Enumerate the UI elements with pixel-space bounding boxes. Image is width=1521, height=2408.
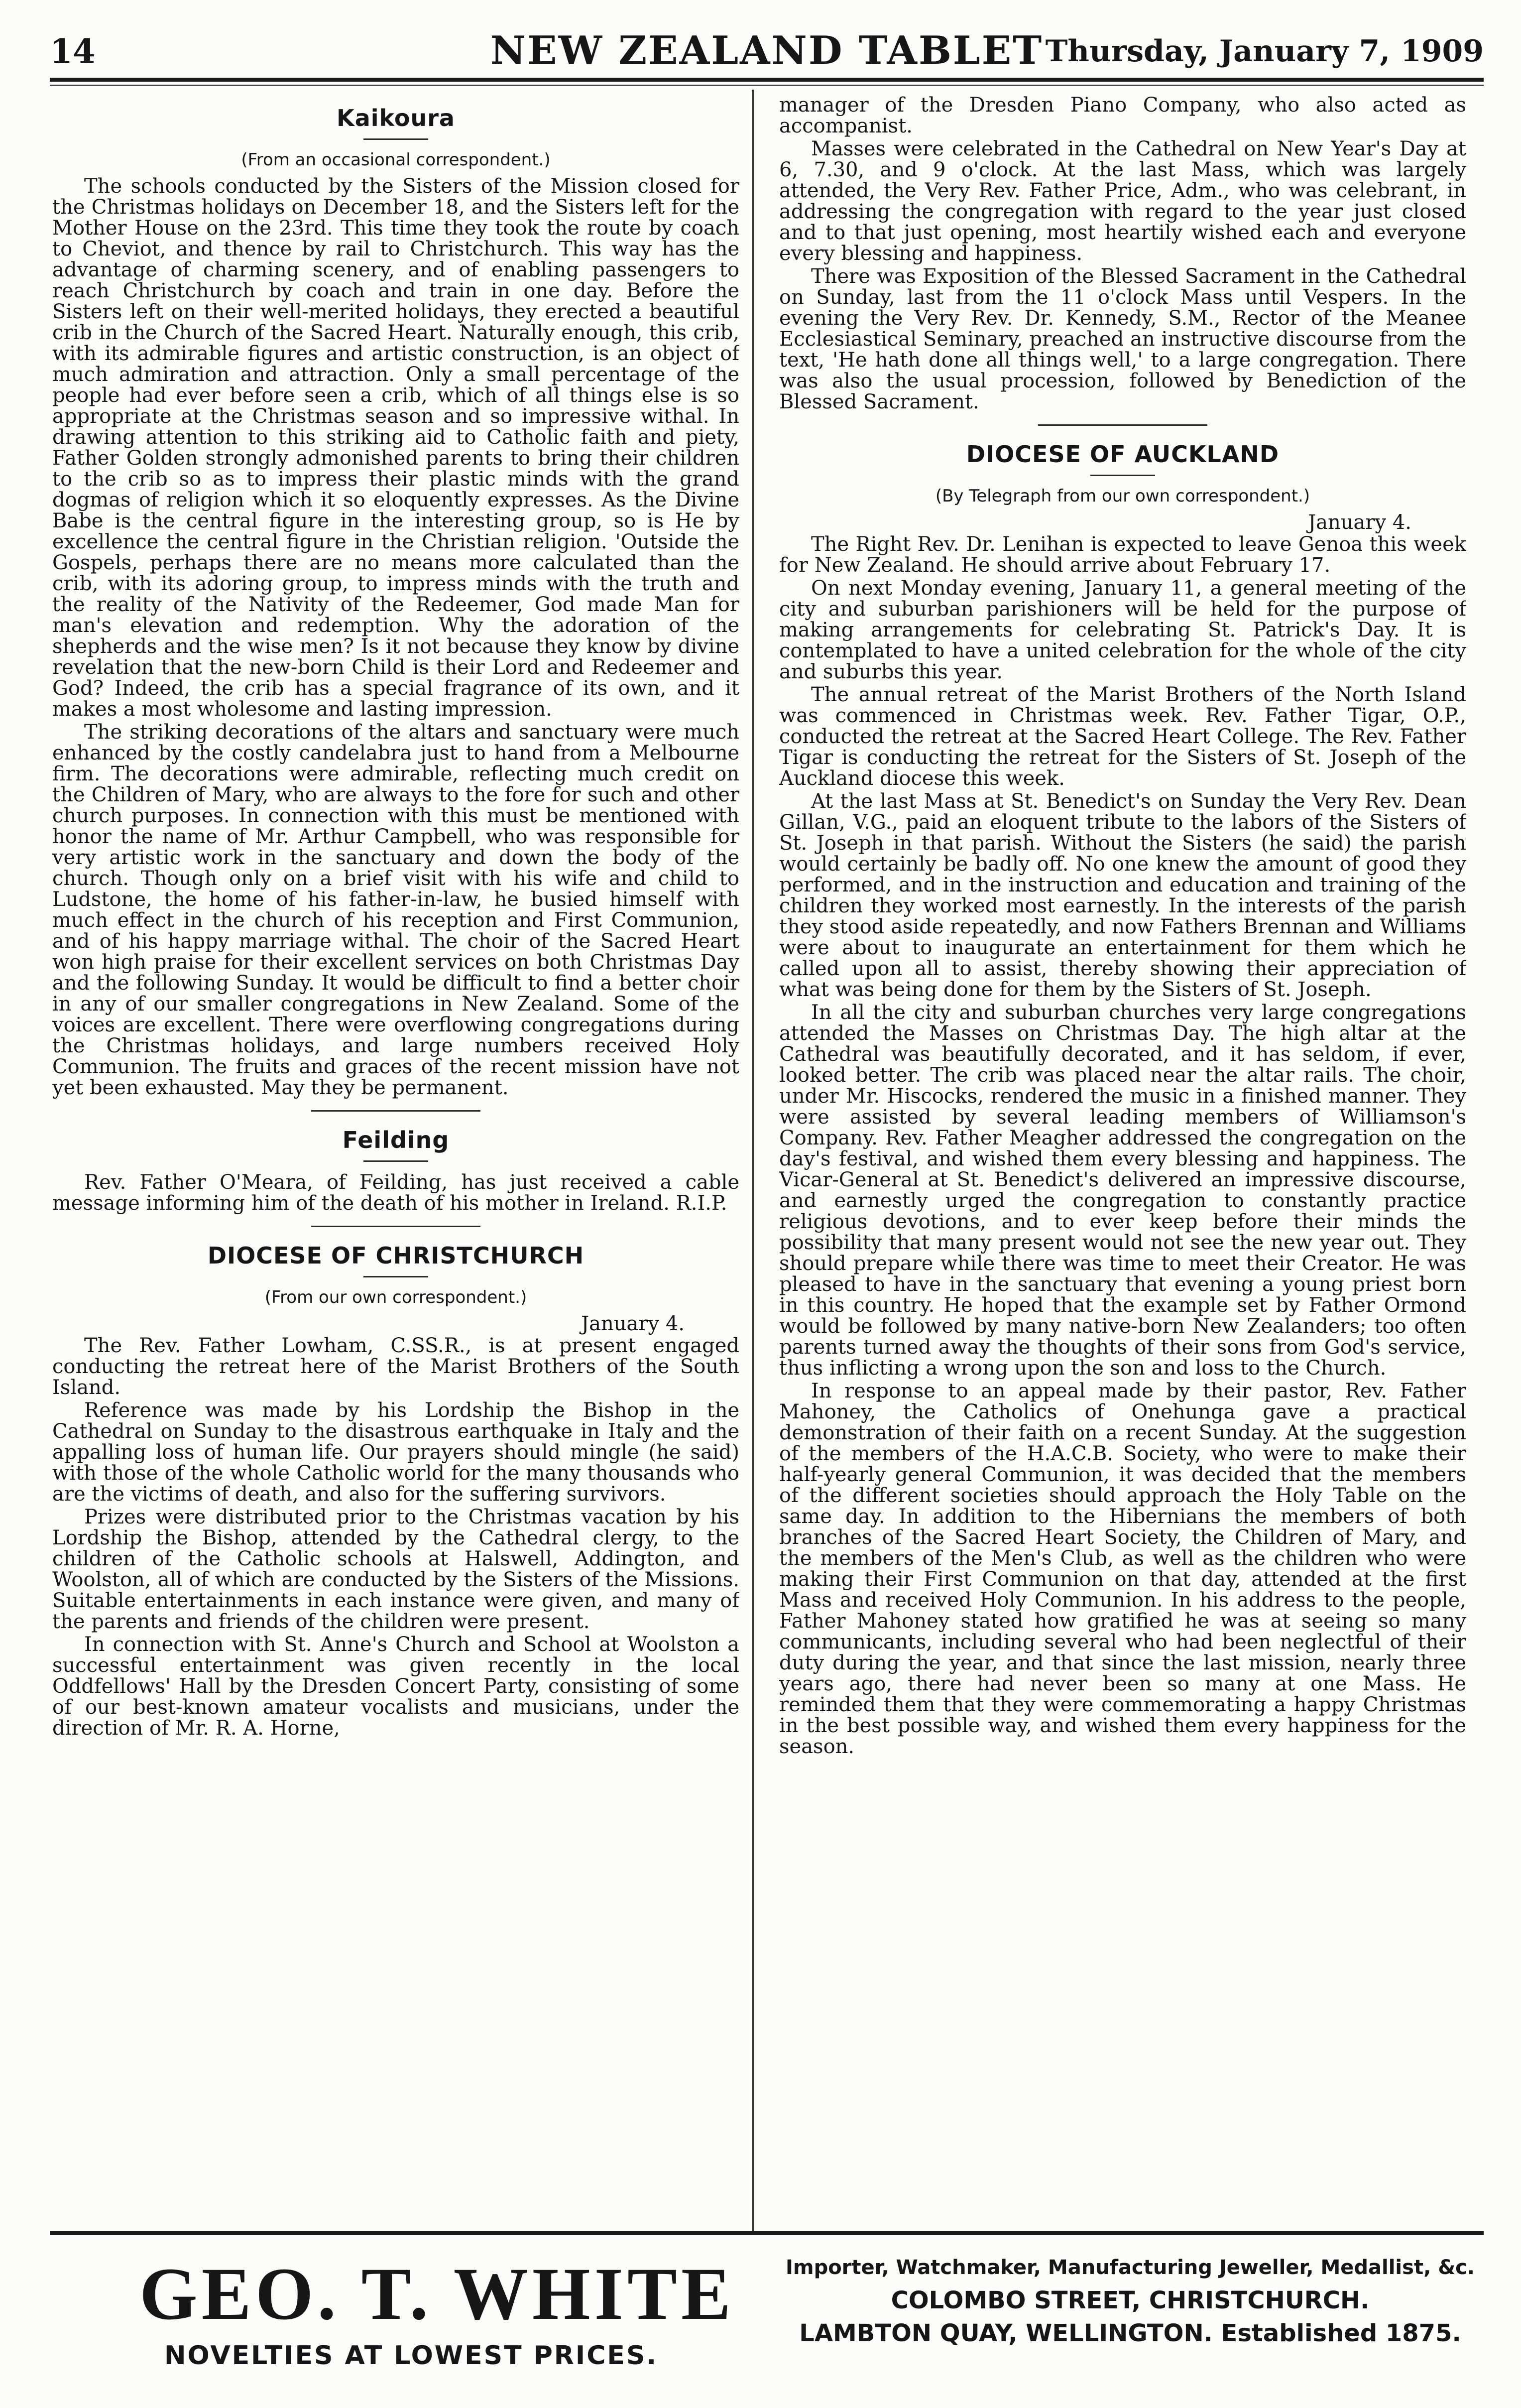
section-separator <box>311 1226 480 1227</box>
ad-tagline: NOVELTIES AT LOWEST PRICES. <box>164 2341 658 2371</box>
section-heading-christchurch: DIOCESE OF CHRISTCHURCH <box>207 1242 585 1269</box>
paragraph: The Rev. Father Lowham, C.SS.R., is at present engaged conducting the retreat here of the Marist Brothers of the South Island. <box>52 1334 739 1399</box>
footer-rule <box>50 2231 1484 2235</box>
column-divider <box>752 90 754 2231</box>
header-rule-thin <box>50 85 1484 86</box>
paragraph: In response to an appeal made by their pastor, Rev. Father Mahoney, the Catholics of Onehunga gave a practical demonstration of their faith on a recent Sunday. At the suggestion of the members of the H.A.C.B. Society, who were to make their half-yearly general Communion, it was decided that the members of the different societies should approach the Holy Table on the same day. In addition to the Hibernians the members of both branches of the Sacred Heart Society, the Children of Mary, and the members of the Men's Club, as well as the children who were making their First Communion on that day, attended at the first Mass and received Holy Communion. In his address to the people, Father Mahoney stated how gratified he was at seeing so many communicants, including several who had been neglectful of their duty during the year, and that since the last mission, nearly three years ago, there had never been so many at one Mass. He reminded them that they were commemorating a happy Christmas in the best possible way, and wished them every happiness for the season. <box>779 1380 1466 1758</box>
ad-line-trades: Importer, Watchmaker, Manufacturing Jeweller, Medallist, &c. <box>786 2256 1475 2279</box>
paragraph: Rev. Father O'Meara, of Feilding, has just received a cable message informing him of the death of his mother in Ireland. R.I.P. <box>52 1171 739 1215</box>
section-separator <box>311 1110 480 1112</box>
paragraph: manager of the Dresden Piano Company, who also acted as accompanist. <box>779 95 1466 137</box>
paragraph: In all the city and suburban churches very large congregations attended the Masses on Christmas Day. The high altar at the Cathedral was beautifully decorated, and it has seldom, if ever, looked better. The crib was placed near the altar rails. The choir, under Mr. Hiscocks, rendered the music in a finished manner. They were assisted by several leading members of Williamson's Company. Rev. Father Meagher addressed the congregation on the day's festival, and wished them every blessing and happiness. The Vicar-General at St. Benedict's delivered an impressive discourse, and earnestly urged the congregation to constantly practice religious devotions, and to ever keep before their minds the possibility that many present would not see the new year out. They should prepare while there was time to meet their Creator. He was pleased to have in the sanctuary that evening a young priest born in this country. He hoped that the example set by Father Ormond would be followed by many native-born New Zealanders; too often parents turned away the thoughts of their sons from God's service, thus inflicting a wrong upon the son and loss to the Church. <box>779 1001 1466 1380</box>
ad-info <box>782 2251 1479 2350</box>
heading-rule <box>363 1276 428 1277</box>
paragraph: The Right Rev. Dr. Lenihan is expected to leave Genoa this week for New Zealand. He should arrive about February 17. <box>779 533 1466 577</box>
section-separator <box>1038 424 1207 426</box>
advertisement <box>50 2241 1484 2391</box>
correspondent-line: (By Telegraph from our own correspondent.) <box>935 486 1310 506</box>
paragraph: There was Exposition of the Blessed Sacrament in the Cathedral on Sunday, last from the 11 o'clock Mass until Vespers. In the evening the Very Rev. Dr. Kennedy, S.M., Rector of the Meanee Ecclesiastical Seminary, preached an instructive discourse from the text, 'He hath done all things well,' to a large congregation. There was also the usual procession, followed by Benediction of the Blessed Sacrament. <box>779 265 1466 413</box>
page-number: 14 <box>50 32 96 71</box>
paragraph: At the last Mass at St. Benedict's on Sunday the Very Rev. Dean Gillan, V.G., paid an eloquent tribute to the labors of the Sisters of St. Joseph in that parish. Without the Sisters (he said) the parish would certainly be badly off. No one knew the amount of good they performed, and in the instruction and education and training of the children they worked most earnestly. In the interests of the parish they stood aside repeatedly, and now Fathers Brennan and Williams were about to inaugurate an entertainment for them which he called upon all to assist, thereby showing their appreciation of what was being done for them by the Sisters of St. Joseph. <box>779 790 1466 1001</box>
paragraph: The striking decorations of the altars and sanctuary were much enhanced by the costly candelabra just to hand from a Melbourne firm. The decorations were admirable, reflecting much credit on the Children of Mary, who are always to the fore for such and other church purposes. In connection with this must be mentioned with honor the name of Mr. Arthur Campbell, who was responsible for very artistic work in the sanctuary and down the body of the church. Though only on a brief visit with his wife and child to Ludstone, the home of his father-in-law, he busied himself with much effect in the church of his reception and First Communion, and of his happy marriage withal. The choir of the Sacred Heart won high praise for their excellent services on both Christmas Day and the following Sunday. It would be difficult to find a better choir in any of our smaller congregations in New Zealand. Some of the voices are excellent. There were overflowing congregations during the Christmas holidays, and large numbers received Holy Communion. The fruits and graces of the recent mission have not yet been exhausted. May they be permanent. <box>52 721 739 1099</box>
dateline: January 4. <box>581 1312 685 1335</box>
paragraph: Prizes were distributed prior to the Christmas vacation by his Lordship the Bishop, attended by the Cathedral clergy, to the children of the Catholic schools at Halswell, Addington, and Woolston, all of which are conducted by the Sisters of the Missions. Suitable entertainments in each instance were given, and many of the parents and friends of the children were present. <box>52 1506 739 1633</box>
issue-date: Thursday, January 7, 1909 <box>1045 34 1484 69</box>
paragraph: Masses were celebrated in the Cathedral on New Year's Day at 6, 7.30, and 9 o'clock. At the last Mass, which was largely attended, the Very Rev. Father Price, Adm., who was celebrant, in addressing the congregation with regard to the year just closed and to that just opening, most heartily wished each and everyone every blessing and happiness. <box>779 137 1466 265</box>
page-header <box>50 28 1484 73</box>
section-heading-kaikoura: Kaikoura <box>337 105 455 131</box>
heading-rule <box>363 1160 428 1162</box>
section-heading-feilding: Feilding <box>342 1127 450 1153</box>
dateline: January 4. <box>1308 511 1411 534</box>
correspondent-line: (From our own correspondent.) <box>264 1287 527 1307</box>
heading-rule <box>363 138 428 140</box>
left-column <box>52 95 739 2214</box>
paragraph: Reference was made by his Lordship the Bishop in the Cathedral on Sunday to the disastrous earthquake in Italy and the appalling loss of human life. Our prayers should mingle (he said) with those of the whole Catholic world for the many thousands who are the victims of death, and also for the suffering survivors. <box>52 1399 739 1506</box>
ad-line-wellington: LAMBTON QUAY, WELLINGTON. Established 1875. <box>799 2319 1461 2347</box>
paragraph: In connection with St. Anne's Church and School at Woolston a successful entertainment was given recently in the local Oddfellows' Hall by the Dresden Concert Party, consisting of some of our best-known amateur vocalists and musicians, under the direction of Mr. R. A. Horne, <box>52 1633 739 1740</box>
correspondent-line: (From an occasional correspondent.) <box>241 150 551 170</box>
section-heading-auckland: DIOCESE OF AUCKLAND <box>966 441 1280 468</box>
paragraph: On next Monday evening, January 11, a general meeting of the city and suburban parishioners will be held for the purpose of making arrangements for celebrating St. Patrick's Day. It is contemplated to have a united celebration for the whole of the city and suburbs this year. <box>779 577 1466 683</box>
masthead-title: NEW ZEALAND TABLET <box>490 28 1044 73</box>
ad-brand: GEO. T. WHITE <box>139 2253 735 2335</box>
right-column <box>779 95 1466 2204</box>
header-rule <box>50 78 1484 82</box>
ad-line-christchurch: COLOMBO STREET, CHRISTCHURCH. <box>891 2286 1370 2314</box>
paragraph: The annual retreat of the Marist Brothers of the North Island was commenced in Christmas week. Rev. Father Tigar, O.P., conducted the retreat at the Sacred Heart College. The Rev. Father Tigar is conducting the retreat for the Sisters of St. Joseph of the Auckland diocese this week. <box>779 683 1466 790</box>
heading-rule <box>1090 475 1155 476</box>
paragraph: The schools conducted by the Sisters of the Mission closed for the Christmas holidays on December 18, and the Sisters left for the Mother House on the 23rd. This time they took the route by coach to Cheviot, and thence by rail to Christchurch. This way has the advantage of charming scenery, and of enabling passengers to reach Christchurch by coach and train in one day. Before the Sisters left on their well-merited holidays, they erected a beautiful crib in the Church of the Sacred Heart. Naturally enough, this crib, with its admirable figures and artistic construction, is an object of much admiration and attraction. Only a small percentage of the people had ever before seen a crib, which of all things else is so appropriate at the Christmas season and so impressive withal. In drawing attention to this striking aid to Catholic faith and piety, Father Golden strongly admonished parents to bring their children to the crib so as to impress their plastic minds with the grand dogmas of religion which it so eloquently expresses. As the Divine Babe is the central figure in the interesting group, so is He by excellence the central figure in the Christian religion. 'Outside the Gospels, perhaps there are no means more calculated than the crib, with its adoring group, to impress minds with the truth and the reality of the Nativity of the Redeemer, God made Man for man's elevation and redemption. Why the adoration of the shepherds and the wise men? Is it not because they know by divine revelation that the new-born Child is their Lord and Redeemer and God? Indeed, the crib has a special fragrance of its own, and it makes a most wholesome and lasting impression. <box>52 175 739 721</box>
